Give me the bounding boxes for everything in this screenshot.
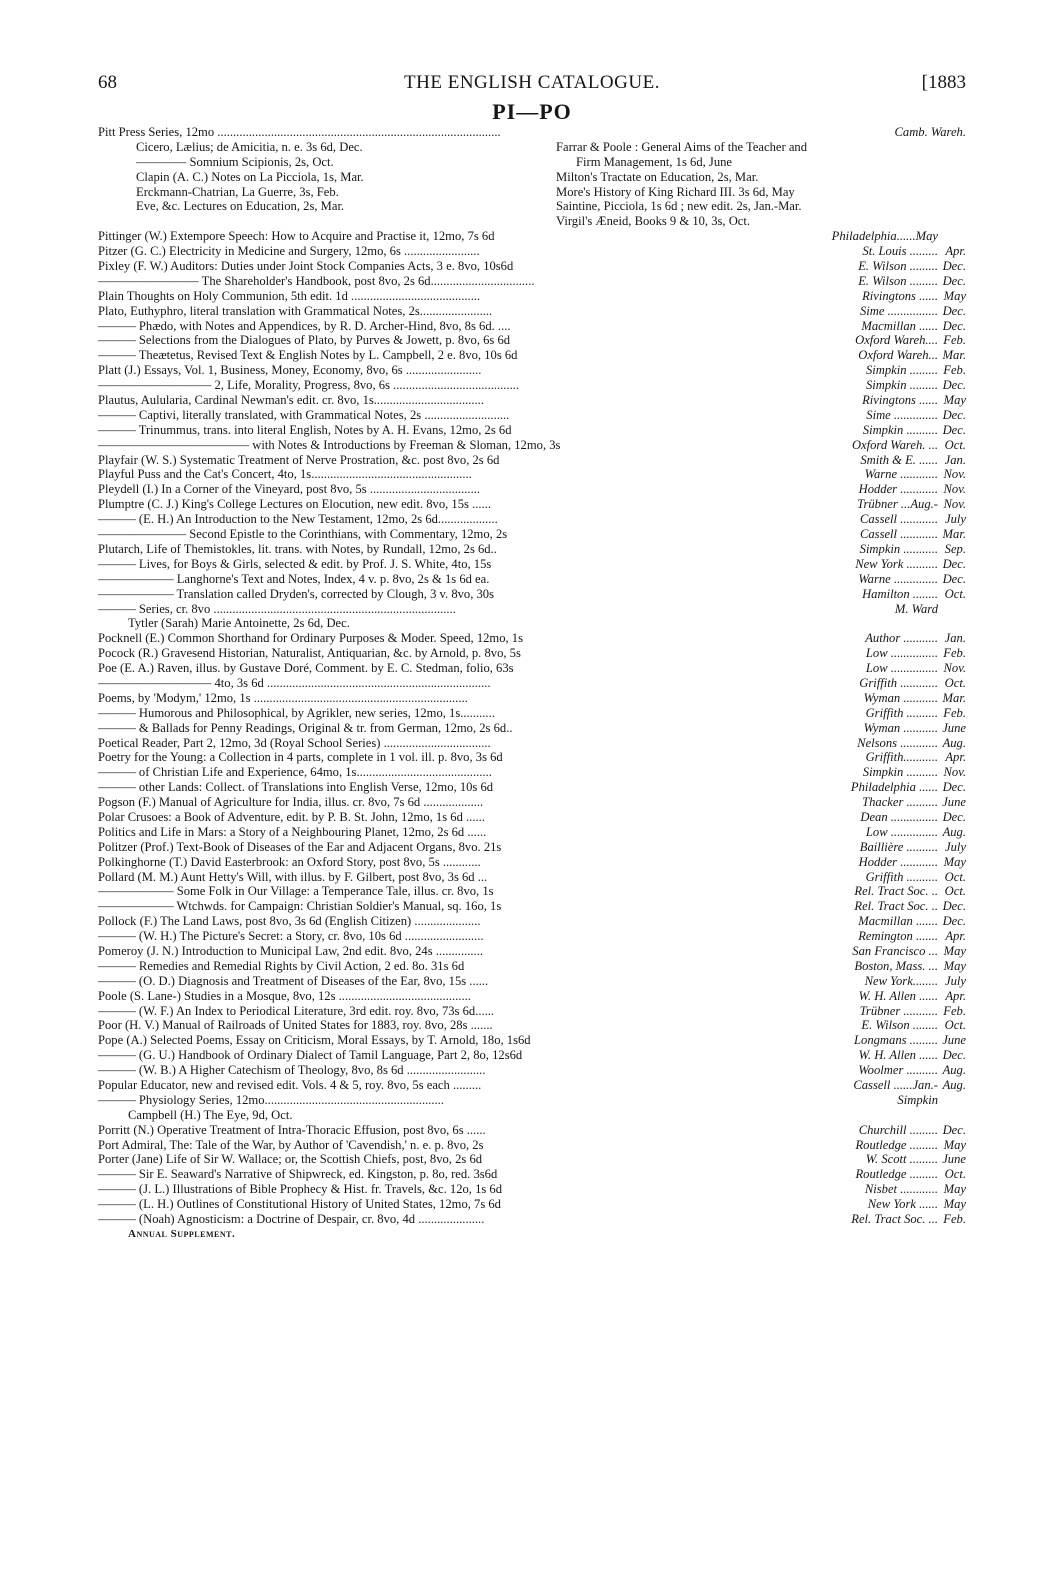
catalogue-entry [98, 1093, 966, 1108]
entry-publisher: Hodder ............ [858, 482, 938, 497]
entry-publisher: Simpkin ........... [859, 541, 938, 556]
catalogue-entry [98, 884, 966, 899]
entry-publisher: Low ............... [865, 824, 938, 839]
entry-date: May [943, 1182, 966, 1197]
catalogue-entry [98, 706, 966, 721]
entry-date: Feb. [943, 705, 966, 720]
entry-date: Feb. [943, 646, 966, 661]
entry-date: Feb. [943, 1003, 966, 1018]
entry-text: ————————— 4to, 3s 6d ....................................................................... [98, 675, 491, 690]
entry-publisher: Warne ............ [864, 467, 938, 482]
entry-date: Nov. [943, 482, 966, 497]
catalogue-entry [98, 289, 966, 304]
catalogue-entry [98, 750, 966, 765]
entry-date: Feb. [943, 333, 966, 348]
entry-text: ——— (Noah) Agnosticism: a Doctrine of Despair, cr. 8vo, 4d ..................... [98, 1212, 485, 1227]
catalogue-entry [98, 989, 966, 1004]
page-title: THE ENGLISH CATALOGUE. [404, 72, 660, 93]
catalogue-entry [98, 453, 966, 468]
entry-text: ——— (O. D.) Diagnosis and Treatment of Diseases of the Ear, 8vo, 15s ...... [98, 973, 489, 988]
entry-date: May [943, 958, 966, 973]
entry-publisher: Baillière .......... [859, 839, 938, 854]
entry-publisher: Sime ................ [859, 303, 938, 318]
pitt-item: ———— Somnium Scipionis, 2s, Oct. [136, 154, 334, 169]
entry-date: Dec. [942, 378, 966, 393]
entry-publisher: Oxford Wareh.... [855, 333, 938, 348]
entry-date: Dec. [942, 1122, 966, 1137]
entry-text: Tytler (Sarah) Marie Antoinette, 2s 6d, Dec. [128, 616, 350, 631]
catalogue-entry [98, 602, 966, 617]
catalogue-entry [98, 929, 966, 944]
entry-text: ——— Remedies and Remedial Rights by Civil Action, 2 ed. 8o. 31s 6d [98, 958, 465, 973]
entry-text: ——— (G. U.) Handbook of Ordinary Dialect of Tamil Language, Part 2, 8o, 12s6d [98, 1048, 523, 1063]
catalogue-entry [98, 1197, 966, 1212]
entry-text: Pocock (R.) Gravesend Historian, Naturalist, Antiquarian, &c. by Arnold, p. 8vo, 5s [98, 646, 521, 661]
entry-text: Pitt Press Series, 12mo .......................................................................................... [98, 125, 501, 139]
catalogue-entry [98, 408, 966, 423]
entry-date: Oct. [944, 1018, 966, 1033]
catalogue-entry [98, 1212, 966, 1227]
pitt-item [136, 214, 536, 229]
entry-publisher: Rivingtons ...... [862, 393, 938, 408]
entry-date: Mar. [942, 348, 966, 363]
entry-publisher: Nelsons ............ [857, 735, 938, 750]
entry-text: Pomeroy (J. N.) Introduction to Municipal Law, 2nd edit. 8vo, 24s ............... [98, 943, 483, 958]
catalogue-entry [98, 542, 966, 557]
entry-date: July [945, 839, 966, 854]
catalogue-entry [98, 1182, 966, 1197]
pitt-item: More's History of King Richard III. 3s 6d, May [556, 184, 795, 199]
entry-publisher: Cassell ............ [859, 512, 938, 527]
catalogue-entry [98, 795, 966, 810]
entry-date: Apr. [945, 750, 966, 765]
entry-text: ——— other Lands: Collect. of Translations into English Verse, 12mo, 10s 6d [98, 780, 494, 795]
entry-date: Sep. [944, 541, 966, 556]
entry-publisher: New York ...... [867, 1197, 938, 1212]
entry-date: Oct. [944, 869, 966, 884]
entry-text: ——— Humorous and Philosophical, by Agrikler, new series, 12mo, 1s........... [98, 705, 495, 720]
entry-publisher: Macmillan ...... [861, 318, 938, 333]
pitt-item: Farrar & Poole : General Aims of the Teacher and [556, 139, 808, 154]
entry-publisher: Oxford Wareh... [858, 348, 938, 363]
catalogue-entry [98, 125, 966, 140]
entry-text: ——— (W. F.) An Index to Periodical Literature, 3rd edit. roy. 8vo, 73s 6d...... [98, 1003, 495, 1018]
entry-date: Aug. [942, 735, 966, 750]
entry-text: Plautus, Aulularia, Cardinal Newman's edit. cr. 8vo, 1s................................... [98, 393, 484, 408]
catalogue-entry [98, 572, 966, 587]
entry-publisher: Dean ............... [860, 809, 938, 824]
catalogue-entry [98, 944, 966, 959]
entry-text: Polkinghorne (T.) David Easterbrook: an Oxford Story, post 8vo, 5s ............ [98, 854, 481, 869]
entry-date: Dec. [942, 273, 966, 288]
entry-text: —————— Wtchwds. for Campaign: Christian Soldier's Manual, sq. 16o, 1s [98, 899, 502, 914]
catalogue-entry [98, 810, 966, 825]
entry-date: Dec. [942, 780, 966, 795]
entry-date: June [942, 1152, 966, 1167]
entry-text: Port Admiral, The: Tale of the War, by Author of 'Cavendish,' n. e. p. 8vo, 2s [98, 1137, 484, 1152]
running-head [98, 72, 966, 98]
catalogue-entry [98, 1004, 966, 1019]
catalogue-entry [98, 780, 966, 795]
entry-text: Pitzer (G. C.) Electricity in Medicine and Surgery, 12mo, 6s ........................ [98, 244, 480, 259]
entry-text: Politzer (Prof.) Text-Book of Diseases of the Ear and Adjacent Organs, 8vo. 21s [98, 839, 502, 854]
entry-date: Nov. [943, 661, 966, 676]
catalogue-entry [98, 363, 966, 378]
catalogue-entry [98, 557, 966, 572]
pitt-item: Cicero, Lælius; de Amicitia, n. e. 3s 6d, Dec. [136, 139, 363, 154]
entry-publisher: Thacker .......... [862, 795, 938, 810]
entry-text: ——— Sir E. Seaward's Narrative of Shipwreck, ed. Kingston, p. 8o, red. 3s6d [98, 1167, 498, 1182]
page-year: [1883 [921, 72, 966, 93]
pitt-item: Milton's Tractate on Education, 2s, Mar. [556, 169, 759, 184]
entry-text: —————— Some Folk in Our Village: a Temperance Tale, illus. cr. 8vo, 1s [98, 884, 494, 899]
catalogue-entry [98, 393, 966, 408]
catalogue-entry [98, 631, 966, 646]
entry-text: ————————— 2, Life, Morality, Progress, 8vo, 6s ........................................ [98, 378, 520, 393]
entry-date: Dec. [942, 259, 966, 274]
catalogue-page [98, 72, 966, 1242]
entry-date: Oct. [944, 437, 966, 452]
entry-publisher: Warne .............. [858, 571, 938, 586]
entry-date: Dec. [942, 318, 966, 333]
entry-text: Campbell (H.) The Eye, 9d, Oct. [128, 1107, 293, 1122]
entry-publisher: Griffith .......... [865, 705, 938, 720]
entry-text: Pope (A.) Selected Poems, Essay on Criticism, Moral Essays, by T. Arnold, 18o, 1s6d [98, 1033, 531, 1048]
entry-text: ——— Selections from the Dialogues of Plato, by Purves & Jowett, p. 8vo, 6s 6d [98, 333, 511, 348]
entry-date: Oct. [944, 884, 966, 899]
catalogue-entry [98, 1108, 966, 1123]
entry-publisher: W. H. Allen ...... [858, 988, 938, 1003]
entry-publisher: E. Wilson ......... [858, 273, 938, 288]
catalogue-entry [98, 333, 966, 348]
entry-date: Dec. [942, 303, 966, 318]
entry-publisher: Rel. Tract Soc. .. [854, 884, 938, 899]
entry-date: Dec. [942, 556, 966, 571]
entry-date: Dec. [942, 407, 966, 422]
entry-text: —————— Langhorne's Text and Notes, Index, 4 v. p. 8vo, 2s & 1s 6d ea. [98, 571, 490, 586]
entry-date: June [942, 1033, 966, 1048]
entry-date: Oct. [944, 1167, 966, 1182]
entry-text: ——— (W. B.) A Higher Catechism of Theology, 8vo, 8s 6d ......................... [98, 1063, 486, 1078]
annual-supplement-footer: Annual Supplement. [128, 1227, 236, 1240]
entry-text: ——— of Christian Life and Experience, 64mo, 1s........................................... [98, 765, 492, 780]
catalogue-entry [98, 721, 966, 736]
entry-text: Playfair (W. S.) Systematic Treatment of Nerve Prostration, &c. post 8vo, 2s 6d [98, 452, 500, 467]
catalogue-entry [98, 467, 966, 482]
entry-publisher: Rivingtons ...... [862, 288, 938, 303]
entry-publisher: W. H. Allen ...... [858, 1048, 938, 1063]
entry-publisher: Smith & E. ...... [860, 452, 938, 467]
entries [98, 229, 966, 1227]
pitt-item: Eve, &c. Lectures on Education, 2s, Mar. [136, 199, 345, 214]
entry-date: Dec. [942, 422, 966, 437]
entry-date: Dec. [942, 571, 966, 586]
entry-text: Pogson (F.) Manual of Agriculture for India, illus. cr. 8vo, 7s 6d ................... [98, 795, 484, 810]
entry-text: Politics and Life in Mars: a Story of a Neighbouring Planet, 12mo, 2s 6d ...... [98, 824, 487, 839]
pitt-item: Virgil's Æneid, Books 9 & 10, 3s, Oct. [556, 214, 751, 229]
entry-date: May [943, 393, 966, 408]
catalogue-entry [98, 899, 966, 914]
entry-text: Pixley (F. W.) Auditors: Duties under Joint Stock Companies Acts, 3 e. 8vo, 10s6d [98, 259, 514, 274]
catalogue-entry [98, 914, 966, 929]
entry-publisher: Philadelphia......May [831, 229, 938, 244]
catalogue-entry [98, 244, 966, 259]
entry-publisher: Churchill ......... [858, 1122, 938, 1137]
entry-date: Apr. [945, 929, 966, 944]
catalogue-entry [98, 319, 966, 334]
entry-publisher: Wyman ........... [863, 720, 938, 735]
entry-date: July [945, 973, 966, 988]
entry-date: Nov. [943, 497, 966, 512]
entry-text: Plumptre (C. J.) King's College Lectures on Elocution, new edit. 8vo, 15s ...... [98, 497, 491, 512]
catalogue-entry [98, 1167, 966, 1182]
entry-publisher: Longmans ......... [854, 1033, 938, 1048]
entry-date: May [943, 288, 966, 303]
entry-publisher: Cassell ............ [859, 527, 938, 542]
entry-publisher: Woolmer .......... [858, 1063, 938, 1078]
catalogue-entry [98, 736, 966, 751]
catalogue-entry [98, 646, 966, 661]
entry-date: Aug. [942, 1063, 966, 1078]
entry-text: Poetical Reader, Part 2, 12mo, 3d (Royal School Series) .................................. [98, 735, 491, 750]
pitt-item: Firm Management, 1s 6d, June [576, 154, 733, 169]
entry-date: Apr. [945, 244, 966, 259]
entry-date: Nov. [943, 765, 966, 780]
entry-date: Dec. [942, 914, 966, 929]
entry-publisher: Nisbet ............ [864, 1182, 938, 1197]
catalogue-entry [98, 1138, 966, 1153]
catalogue-entry [98, 274, 966, 289]
entry-publisher: Remington ....... [858, 929, 938, 944]
catalogue-entry [98, 1123, 966, 1138]
entry-date: Feb. [943, 1212, 966, 1227]
entry-publisher: M. Ward [894, 601, 938, 616]
entry-publisher: Simpkin ......... [865, 363, 938, 378]
entry-date: Apr. [945, 988, 966, 1003]
pitt-item: Clapin (A. C.) Notes on La Picciola, 1s, Mar. [136, 169, 364, 184]
section-title: PI—PO [492, 99, 572, 124]
catalogue-entry [98, 482, 966, 497]
catalogue-entry [98, 1078, 966, 1093]
entry-date: May [943, 854, 966, 869]
catalogue-entry [98, 825, 966, 840]
entry-text: Plain Thoughts on Holy Communion, 5th edit. 1d ......................................... [98, 288, 481, 303]
entry-text: Plato, Euthyphro, literal translation with Grammatical Notes, 2s....................... [98, 303, 493, 318]
entry-text: Poe (E. A.) Raven, illus. by Gustave Doré, Comment. by E. C. Stedman, folio, 63s [98, 661, 514, 676]
entry-date: Mar. [942, 690, 966, 705]
pitt-right-column [536, 140, 807, 229]
catalogue-entry [98, 1018, 966, 1033]
catalogue-entry [98, 1063, 966, 1078]
pitt-item: Erckmann-Chatrian, La Guerre, 3s, Feb. [136, 184, 339, 199]
entry-text: Poetry for the Young: a Collection in 4 parts, complete in 1 vol. ill. p. 8vo, 3s 6d [98, 750, 503, 765]
catalogue-entry [98, 870, 966, 885]
catalogue-entry [98, 229, 966, 244]
entry-publisher: New York .......... [855, 556, 938, 571]
entry-date: June [942, 720, 966, 735]
entry-date: Feb. [943, 363, 966, 378]
entry-text: ——————— Second Epistle to the Corinthians, with Commentary, 12mo, 2s [98, 527, 508, 542]
entry-text: ——— Phædo, with Notes and Appendices, by R. D. Archer-Hind, 8vo, 8s 6d. .... [98, 318, 511, 333]
entry-text: ——— (W. H.) The Picture's Secret: a Story, cr. 8vo, 10s 6d ......................... [98, 929, 484, 944]
entry-publisher: Griffith .......... [865, 869, 938, 884]
entry-publisher: New York........ [864, 973, 938, 988]
catalogue-entry [98, 304, 966, 319]
entry-text: Poole (S. Lane-) Studies in a Mosque, 8vo, 12s .......................................... [98, 988, 471, 1003]
entry-text: ———————————— with Notes & Introductions by Freeman & Sloman, 12mo, 3s [98, 437, 561, 452]
catalogue-entry [98, 1033, 966, 1048]
catalogue-entry [98, 423, 966, 438]
entry-date: Dec. [942, 1048, 966, 1063]
entry-text: Poems, by 'Modym,' 12mo, 1s .................................................................... [98, 690, 468, 705]
entry-date: Aug. [942, 824, 966, 839]
entry-publisher: Simpkin ......... [865, 378, 938, 393]
entry-publisher: E. Wilson ........ [861, 1018, 938, 1033]
entry-text: ——— (L. H.) Outlines of Constitutional History of United States, 12mo, 7s 6d [98, 1197, 501, 1212]
entry-text: ——— & Ballads for Penny Readings, Original & tr. from German, 12mo, 2s 6d.. [98, 720, 513, 735]
entry-publisher: Boston, Mass. ... [854, 958, 938, 973]
catalogue-entry [98, 616, 966, 631]
catalogue-entry [98, 1152, 966, 1167]
catalogue-entry [98, 840, 966, 855]
entry-publisher: Low ............... [865, 646, 938, 661]
entry-publisher: Simpkin .......... [862, 422, 938, 437]
entry-text: Polar Crusoes: a Book of Adventure, edit. by P. B. St. John, 12mo, 1s 6d ...... [98, 809, 485, 824]
entry-publisher: Philadelphia ...... [850, 780, 938, 795]
entry-publisher: Oxford Wareh. ... [851, 437, 938, 452]
entry-text: Pollard (M. M.) Aunt Hetty's Will, with illus. by F. Gilbert, post 8vo, 3s 6d ... [98, 869, 488, 884]
entry-text: ——— Series, cr. 8vo ............................................................................. [98, 601, 456, 616]
entry-text: Pocknell (E.) Common Shorthand for Ordinary Purposes & Moder. Speed, 12mo, 1s [98, 631, 523, 646]
entry-date: June [942, 795, 966, 810]
entry-text: Popular Educator, new and revised edit. Vols. 4 & 5, roy. 8vo, 5s each ......... [98, 1078, 482, 1092]
catalogue-entry [98, 1048, 966, 1063]
entry-text: ——— (E. H.) An Introduction to the New Testament, 12mo, 2s 6d................... [98, 512, 498, 527]
entry-date: May [943, 1137, 966, 1152]
entry-publisher: Trübner ...Aug.- [857, 497, 938, 512]
entry-publisher: St. Louis ......... [862, 244, 938, 259]
entry-text: Pleydell (I.) In a Corner of the Vineyard, post 8vo, 5s ................................... [98, 482, 481, 497]
entry-publisher: Trübner ........... [859, 1003, 938, 1018]
entry-date: Jan. [944, 631, 966, 646]
catalogue-entry [98, 661, 966, 676]
entry-date: May [943, 1197, 966, 1212]
entry-date: Oct. [944, 675, 966, 690]
entry-publisher: Sime .............. [866, 407, 938, 422]
catalogue-entry [98, 259, 966, 274]
entry-date: Jan. [944, 452, 966, 467]
pitt-left-column [98, 140, 536, 229]
entry-date: May [943, 943, 966, 958]
entry-publisher: Low ............... [865, 661, 938, 676]
entry-date: Oct. [944, 586, 966, 601]
entry-text: ——— Trinummus, trans. into literal English, Notes by A. H. Evans, 12mo, 2s 6d [98, 422, 512, 437]
entry-date: Aug. [942, 1078, 966, 1092]
entry-text: Playful Puss and the Cat's Concert, 4to, 1s................................................... [98, 467, 472, 482]
catalogue-entry [98, 676, 966, 691]
catalogue-entry [98, 378, 966, 393]
entry-text: —————— Translation called Dryden's, corrected by Clough, 3 v. 8vo, 30s [98, 586, 495, 601]
entry-text: Porritt (N.) Operative Treatment of Intra-Thoracic Effusion, post 8vo, 6s ...... [98, 1122, 486, 1137]
entry-text: ——— Physiology Series, 12mo......................................................... [98, 1092, 444, 1107]
entry-publisher: Camb. Wareh. [894, 125, 966, 139]
entry-publisher: Routledge ......... [855, 1167, 938, 1182]
catalogue-entry [98, 765, 966, 780]
entry-publisher: Simpkin .......... [862, 765, 938, 780]
entry-text: Porter (Jane) Life of Sir W. Wallace; or, the Scottish Chiefs, post, 8vo, 2s 6d [98, 1152, 483, 1167]
entry-publisher: San Francisco ... [852, 943, 938, 958]
entry-publisher: Simpkin [897, 1092, 938, 1107]
pitt-item: Saintine, Picciola, 1s 6d ; new edit. 2s, Jan.-Mar. [556, 199, 802, 214]
catalogue-entry [98, 959, 966, 974]
entry-text: ——— Captivi, literally translated, with Grammatical Notes, 2s ........................... [98, 407, 510, 422]
catalogue-entry [98, 512, 966, 527]
entry-date: Nov. [943, 467, 966, 482]
entry-date: Dec. [942, 899, 966, 914]
entry-date: Mar. [942, 527, 966, 542]
entry-publisher: Rel. Tract Soc. .. [854, 899, 938, 914]
entry-publisher: Author ........... [865, 631, 938, 646]
entry-publisher: Hamilton ........ [862, 586, 938, 601]
entry-list [98, 125, 966, 1242]
entry-publisher: Griffith........... [865, 750, 938, 765]
entry-text: ——— (J. L.) Illustrations of Bible Prophecy & Hist. fr. Travels, &c. 12o, 1s 6d [98, 1182, 503, 1197]
entry-text: Platt (J.) Essays, Vol. 1, Business, Money, Economy, 8vo, 6s ........................ [98, 363, 482, 378]
pitt-press-columns [98, 140, 966, 229]
catalogue-entry [98, 497, 966, 512]
entry-publisher: Wyman ........... [863, 690, 938, 705]
entry-publisher: Cassell ......Jan.- [853, 1078, 938, 1092]
entry-text: ——— Theætetus, Revised Text & English Notes by L. Campbell, 2 e. 8vo, 10s 6d [98, 348, 518, 363]
entry-text: ——— Lives, for Boys & Girls, selected & edit. by Prof. J. S. White, 4to, 15s [98, 556, 492, 571]
entry-publisher: Hodder ............ [858, 854, 938, 869]
entry-publisher: E. Wilson ......... [858, 259, 938, 274]
entry-date: Dec. [942, 809, 966, 824]
page-number: 68 [98, 72, 117, 93]
catalogue-entry [98, 691, 966, 706]
catalogue-entry [98, 438, 966, 453]
entry-date: July [945, 512, 966, 527]
entry-publisher: Routledge ......... [855, 1137, 938, 1152]
entry-publisher: Rel. Tract Soc. ... [851, 1212, 938, 1227]
catalogue-entry [98, 527, 966, 542]
entry-text: ———————— The Shareholder's Handbook, post 8vo, 2s 6d................................. [98, 273, 535, 288]
catalogue-entry [98, 348, 966, 363]
entry-text: Pittinger (W.) Extempore Speech: How to Acquire and Practise it, 12mo, 7s 6d [98, 229, 495, 244]
entry-publisher: Macmillan ....... [858, 914, 938, 929]
entry-text: Pollock (F.) The Land Laws, post 8vo, 3s 6d (English Citizen) ..................... [98, 914, 481, 929]
entry-text: Poor (H. V.) Manual of Railroads of United States for 1883, roy. 8vo, 28s ....... [98, 1018, 493, 1033]
entry-publisher: W. Scott ......... [865, 1152, 938, 1167]
entry-publisher: Griffith ............ [859, 675, 938, 690]
catalogue-entry [98, 855, 966, 870]
catalogue-entry [98, 587, 966, 602]
catalogue-entry [98, 974, 966, 989]
entry-text: Plutarch, Life of Themistokles, lit. trans. with Notes, by Rundall, 12mo, 2s 6d.. [98, 541, 497, 556]
